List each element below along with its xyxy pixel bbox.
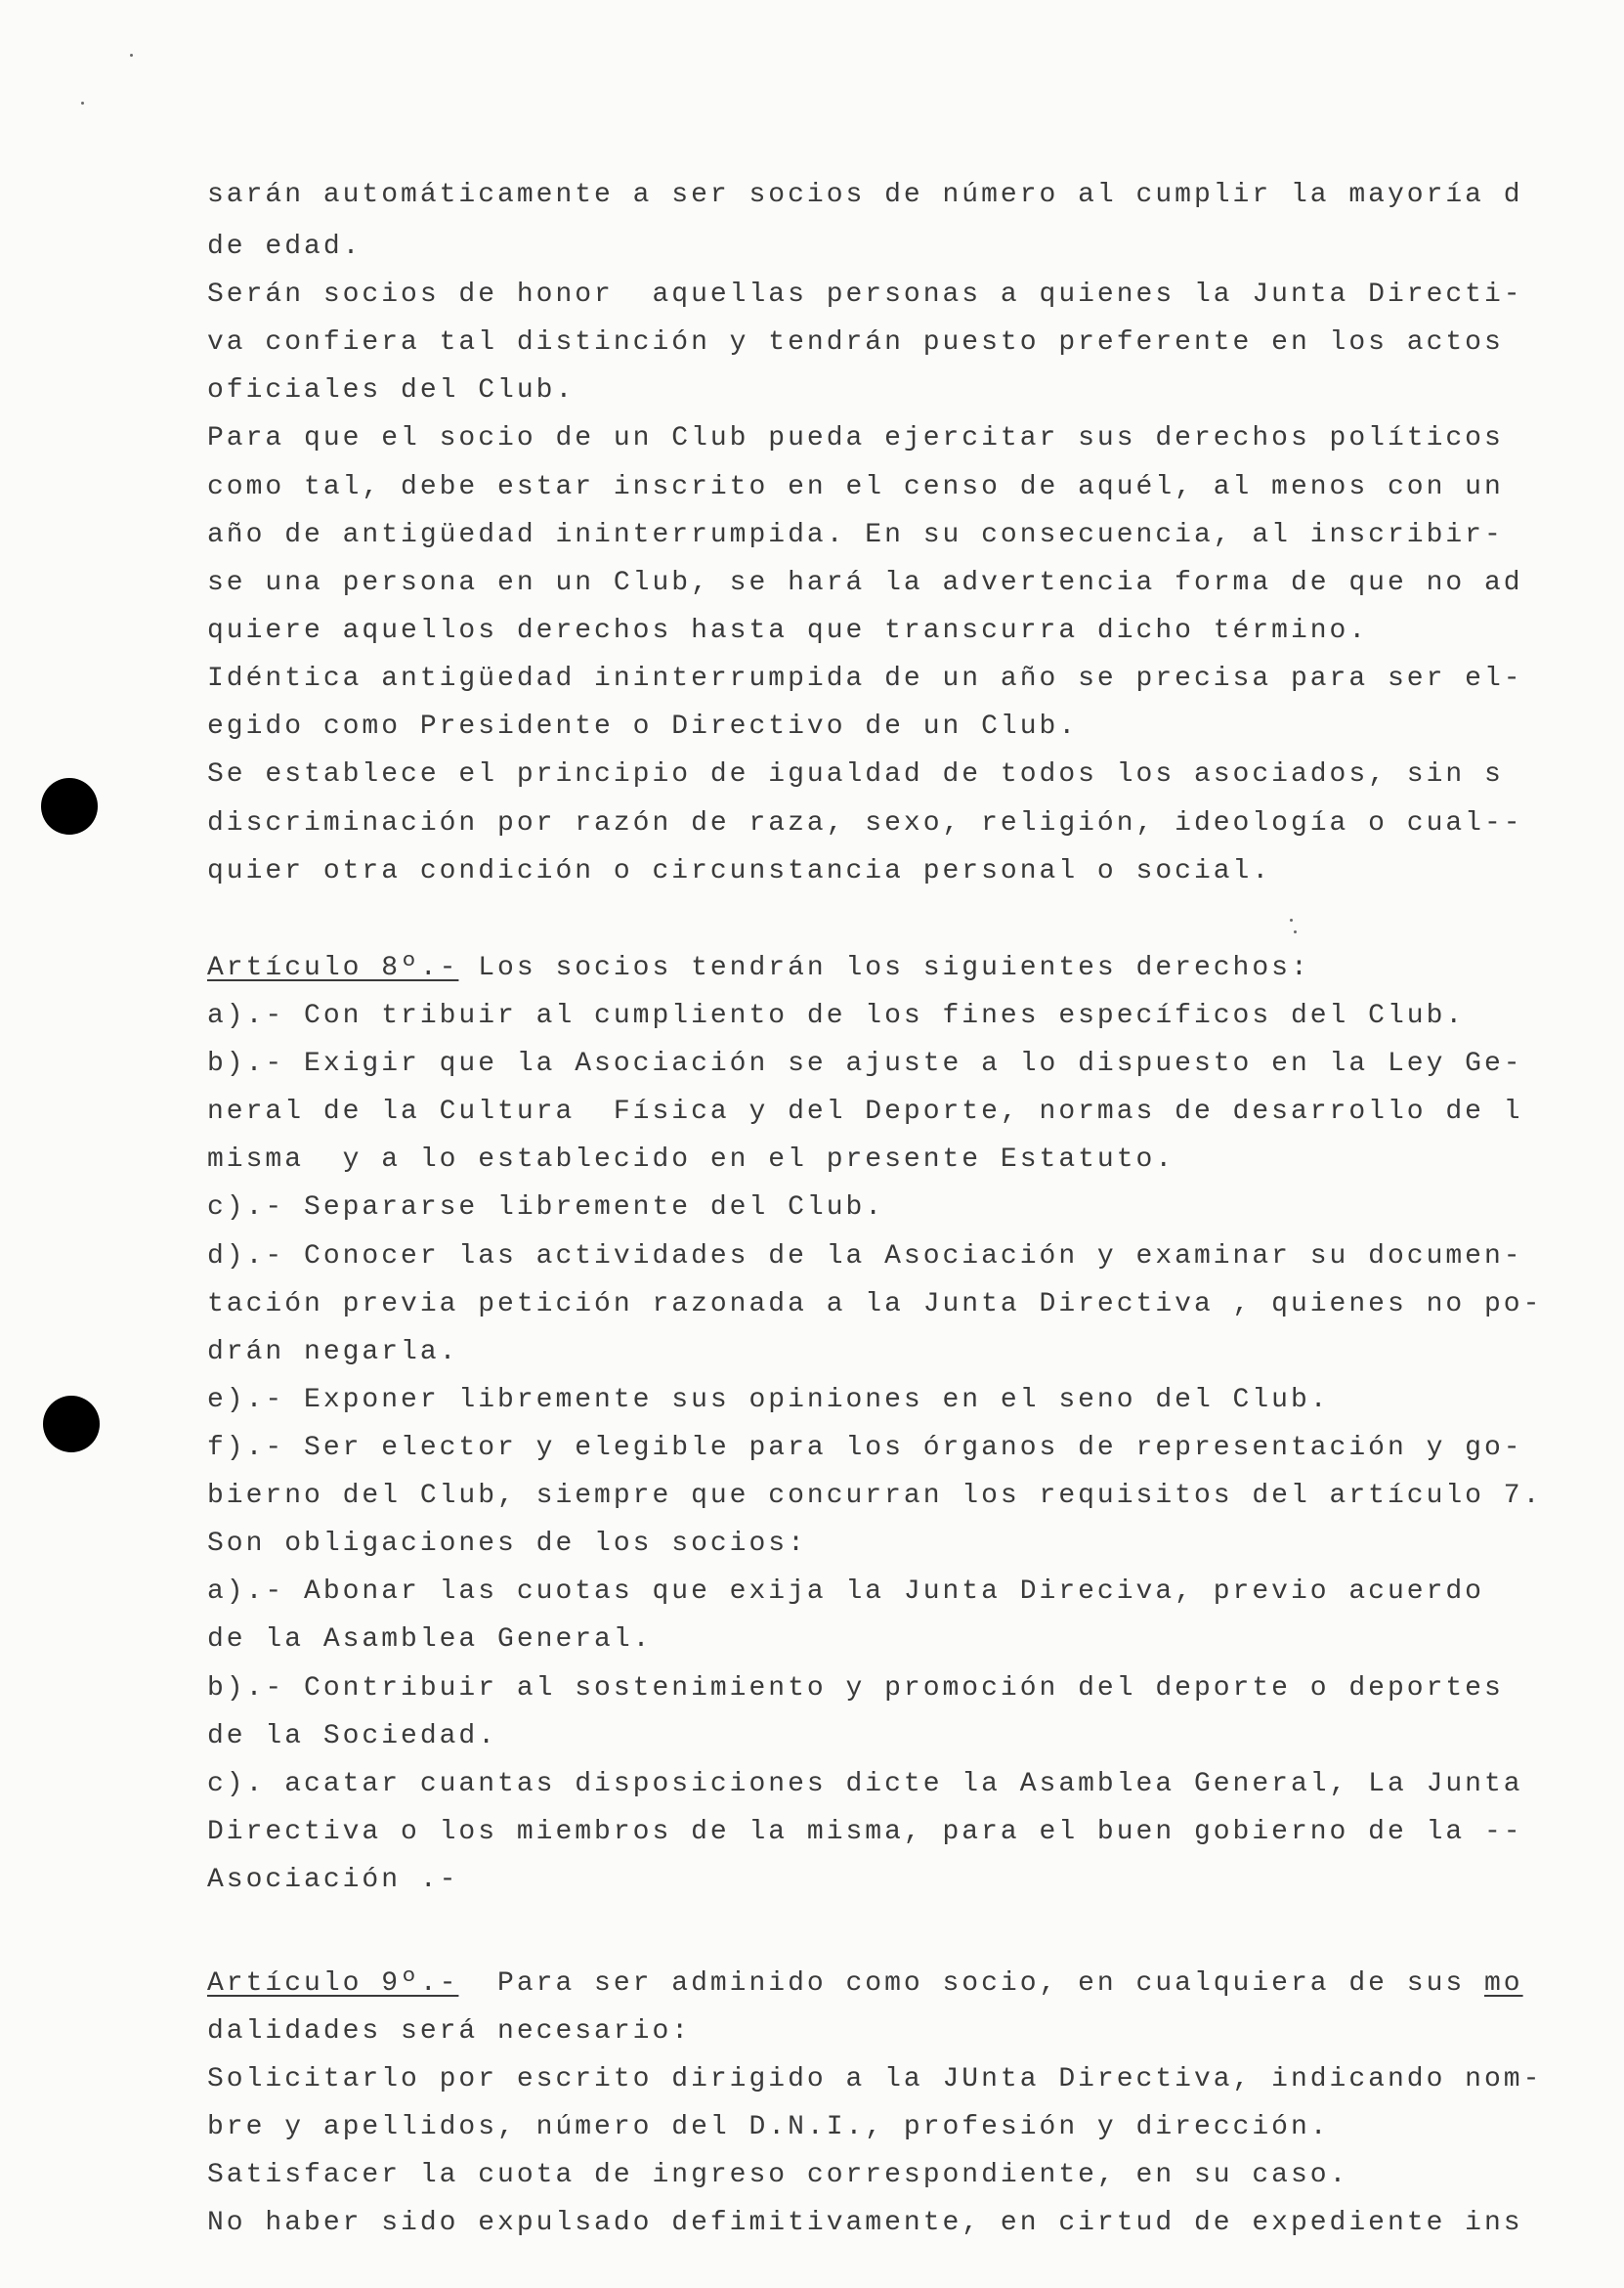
speck-mark <box>130 54 133 57</box>
text-line: Son obligaciones de los socios: <box>207 1529 807 1559</box>
text-line: No haber sido expulsado defimitivamente, en cirtud de expediente ins <box>207 2208 1523 2238</box>
article-9-heading: Artículo 9º.- <box>207 1968 459 1999</box>
text-line: como tal, debe estar inscrito en el censo de aquél, al menos con un <box>207 472 1504 502</box>
text-line: d).- Conocer las actividades de la Asociación y examinar su documen- <box>207 1241 1523 1272</box>
text-line: Satisfacer la cuota de ingreso correspondiente, en su caso. <box>207 2160 1349 2190</box>
punch-hole-bottom <box>43 1396 100 1452</box>
text-line: drán negarla. <box>207 1337 459 1367</box>
text-line: c).- Separarse libremente del Club. <box>207 1192 885 1223</box>
text-line: Asociación .- <box>207 1865 459 1895</box>
text-line: de la Sociedad. <box>207 1721 498 1751</box>
text-line: egido como Presidente o Directivo de un Club. <box>207 712 1079 742</box>
speck-mark <box>1290 919 1293 922</box>
text-line: quier otra condición o circunstancia personal o social. <box>207 856 1272 886</box>
text-line: Solicitarlo por escrito dirigido a la JUnta Directiva, indicando nom- <box>207 2064 1543 2094</box>
text-line: a).- Abonar las cuotas que exija la Junta Direciva, previo acuerdo <box>207 1576 1484 1607</box>
article-8-heading-line <box>207 952 1310 985</box>
text-line: neral de la Cultura Física y del Deporte, normas de desarrollo de l <box>207 1097 1523 1127</box>
article-8-intro: Los socios tendrán los siguientes derechos: <box>458 953 1310 983</box>
text-line: bierno del Club, siempre que concurran los requisitos del artículo 7. <box>207 1481 1543 1511</box>
text-line: dalidades será necesario: <box>207 2016 692 2047</box>
article-9-intro-underlined: mo <box>1483 1968 1523 1999</box>
text-line: Idéntica antigüedad ininterrumpida de un año se precisa para ser el- <box>207 664 1523 694</box>
text-line: se una persona en un Club, se hará la advertencia forma de que no ad <box>207 568 1523 598</box>
text-line: sarán automáticamente a ser socios de número al cumplir la mayoría d <box>207 180 1523 210</box>
text-line: discriminación por razón de raza, sexo, religión, ideología o cual-- <box>207 808 1523 839</box>
text-line: b).- Exigir que la Asociación se ajuste a lo dispuesto en la Ley Ge- <box>207 1049 1523 1079</box>
text-line: oficiales del Club. <box>207 375 576 406</box>
text-line: de la Asamblea General. <box>207 1624 653 1655</box>
text-line: f).- Ser elector y elegible para los órganos de representación y go- <box>207 1433 1523 1463</box>
text-line: e).- Exponer libremente sus opiniones en el seno del Club. <box>207 1385 1330 1415</box>
text-line: misma y a lo establecido en el presente Estatuto. <box>207 1144 1175 1175</box>
text-line: b).- Contribuir al sostenimiento y promoción del deporte o deportes <box>207 1673 1504 1704</box>
punch-hole-top <box>41 778 98 835</box>
text-line: a).- Con tribuir al cumpliento de los fines específicos del Club. <box>207 1001 1466 1031</box>
text-line: Para que el socio de un Club pueda ejercitar sus derechos políticos <box>207 423 1504 453</box>
text-line: va confiera tal distinción y tendrán puesto preferente en los actos <box>207 327 1504 358</box>
text-line: año de antigüedad ininterrumpida. En su consecuencia, al inscribir- <box>207 520 1504 550</box>
text-line: Se establece el principio de igualdad de todos los asociados, sin s <box>207 759 1504 790</box>
text-line: c). acatar cuantas disposiciones dicte la Asamblea General, La Junta <box>207 1769 1523 1799</box>
text-line: bre y apellidos, número del D.N.I., profesión y dirección. <box>207 2112 1330 2142</box>
article-9-heading-line <box>207 1967 1523 2001</box>
text-line: Directiva o los miembros de la misma, para el buen gobierno de la -- <box>207 1817 1523 1847</box>
speck-mark <box>1294 930 1297 933</box>
text-line: tación previa petición razonada a la Junta Directiva , quienes no po- <box>207 1289 1543 1319</box>
text-line: de edad. <box>207 232 363 262</box>
text-line: quiere aquellos derechos hasta que transcurra dicho término. <box>207 616 1369 646</box>
text-line: Serán socios de honor aquellas personas a quienes la Junta Directi- <box>207 280 1523 310</box>
article-8-heading: Artículo 8º.- <box>207 953 459 983</box>
speck-mark <box>81 102 84 105</box>
article-9-intro: Para ser adminido como socio, en cualquiera de sus <box>458 1968 1484 1999</box>
